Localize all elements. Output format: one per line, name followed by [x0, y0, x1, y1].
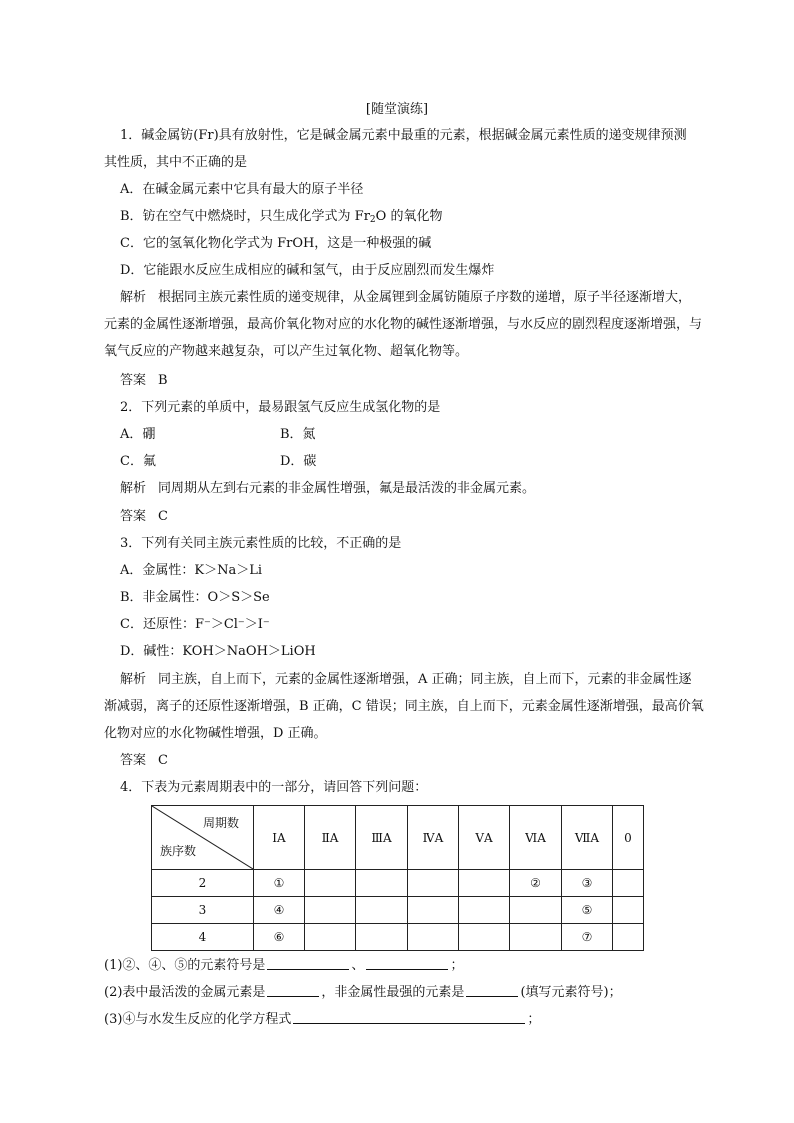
q2-stem: 2．下列元素的单质中，最易跟氢气反应生成氢化物的是 — [120, 400, 441, 415]
table-cell: ⑦ — [562, 924, 613, 951]
q1-analysis-line3: 氧气反应的产物越来越复杂，可以产生过氧化物、超氧化物等。 — [104, 344, 469, 359]
table-cell — [356, 924, 408, 951]
q4-sub2-mid: ，非金属性最强的元素是 — [321, 985, 465, 1000]
group-header: ⅤA — [459, 806, 510, 870]
period-cell: 2 — [152, 870, 254, 897]
group-header: ⅣA — [408, 806, 459, 870]
corner-label-period: 周期数 — [202, 816, 239, 830]
q4-sub2-text: (2)表中最活泼的金属元素是 — [104, 985, 266, 1000]
q2-answer — [120, 508, 168, 526]
table-cell — [459, 870, 510, 897]
q1-option-c: C．它的氢氧化物化学式为 FrOH，这是一种极强的碱 — [120, 236, 432, 251]
table-cell: ④ — [254, 897, 305, 924]
q3-answer-value: C — [158, 753, 168, 768]
q2-analysis — [120, 480, 535, 498]
q3-answer — [120, 752, 168, 770]
table-cell — [459, 897, 510, 924]
table-cell — [613, 897, 644, 924]
table-row — [152, 924, 644, 951]
table-row — [152, 897, 644, 924]
q3-stem: 3．下列有关同主族元素性质的比较，不正确的是 — [120, 536, 402, 551]
table-cell — [510, 924, 562, 951]
section-title: [随堂演练] — [365, 102, 429, 117]
table-cell: ① — [254, 870, 305, 897]
q1-option-a: A．在碱金属元素中它具有最大的原子半径 — [120, 182, 364, 197]
group-header: ⅢA — [356, 806, 408, 870]
table-cell — [305, 924, 356, 951]
q2-option-c: C．氟 — [120, 454, 156, 469]
q4-sub3-blank[interactable] — [293, 1011, 525, 1024]
q3-option-b: B．非金属性：O＞S＞Se — [120, 590, 270, 605]
q1-option-b-sub: 2 — [369, 215, 376, 225]
corner-label-group: 族序数 — [160, 844, 197, 858]
table-cell: ⑥ — [254, 924, 305, 951]
q4-sub1 — [104, 957, 463, 975]
table-cell: ② — [510, 870, 562, 897]
group-header: ⅡA — [305, 806, 356, 870]
table-cell — [305, 897, 356, 924]
q1-analysis-line2: 元素的金属性逐渐增强，最高价氧化物对应的水化物的碱性逐渐增强，与水反应的剧烈程度逐渐增强，与 — [104, 317, 703, 332]
q4-sub2-end: (填写元素符号)； — [520, 985, 622, 1000]
q1-option-b — [120, 208, 442, 229]
q3-option-d: D．碱性：KOH＞NaOH＞LiOH — [120, 644, 316, 659]
q1-answer-value: B — [158, 373, 168, 388]
q1-analysis-line1 — [120, 289, 691, 307]
q2-answer-value: C — [158, 509, 168, 524]
q1-answer-label: 答案 — [120, 373, 147, 388]
periodic-table-fragment — [151, 805, 644, 951]
table-cell: ⑤ — [562, 897, 613, 924]
q4-stem: 4．下表为元素周期表中的一部分，请回答下列问题： — [120, 780, 428, 795]
q2-answer-label: 答案 — [120, 509, 147, 524]
q3-analysis-text1: 同主族，自上而下，元素的金属性逐渐增强，A 正确；同主族，自上而下，元素的非金属性逐 — [158, 672, 692, 687]
q3-analysis-line1 — [120, 671, 692, 689]
q3-answer-label: 答案 — [120, 753, 147, 768]
q4-sub1-sep: 、 — [351, 958, 365, 973]
q2-option-a: A．硼 — [120, 427, 156, 442]
q4-sub1-text: (1)②、④、⑤的元素符号是 — [104, 958, 266, 973]
q4-sub2-blank1[interactable] — [267, 984, 319, 997]
q2-option-d: D．碳 — [280, 454, 317, 469]
table-header-row — [152, 806, 644, 870]
q1-option-b-post: O 的氧化物 — [375, 209, 443, 224]
q4-sub3-text: (3)④与水发生反应的化学方程式 — [104, 1012, 292, 1027]
q3-option-a: A．金属性：K＞Na＞Li — [120, 563, 263, 578]
q4-sub1-blank1[interactable] — [267, 957, 349, 970]
q1-analysis-text1: 根据同主族元素性质的递变规律，从金属锂到金属钫随原子序数的递增，原子半径逐渐增大， — [158, 290, 692, 305]
q4-sub1-end: ； — [450, 958, 464, 973]
group-header: ⅥA — [510, 806, 562, 870]
q4-sub3 — [104, 1011, 540, 1029]
q4-sub2-blank2[interactable] — [466, 984, 518, 997]
q1-analysis-label: 解析 — [120, 290, 147, 305]
table-cell: ③ — [562, 870, 613, 897]
q1-stem-line2: 其性质，其中不正确的是 — [104, 155, 248, 170]
q2-analysis-text: 同周期从左到右元素的非金属性增强，氟是最活泼的非金属元素。 — [158, 481, 536, 496]
table-cell — [356, 870, 408, 897]
q3-analysis-line3: 化物对应的水化物碱性增强，D 正确。 — [104, 726, 327, 741]
group-header: ⅠA — [254, 806, 305, 870]
q1-option-b-pre: B．钫在空气中燃烧时，只生成化学式为 Fr — [120, 209, 370, 224]
table-corner-cell — [152, 806, 254, 870]
table-cell — [305, 870, 356, 897]
table-row — [152, 870, 644, 897]
period-cell: 3 — [152, 897, 254, 924]
q3-option-c: C．还原性：F⁻＞Cl⁻＞I⁻ — [120, 617, 270, 632]
q3-analysis-line2: 渐减弱，离子的还原性逐渐增强，B 正确，C 错误；同主族，自上而下，元素金属性逐渐增强，最高价氧 — [104, 699, 704, 714]
table-cell — [408, 897, 459, 924]
q4-sub1-blank2[interactable] — [366, 957, 448, 970]
q2-option-b: B．氮 — [280, 427, 316, 442]
q3-analysis-label: 解析 — [120, 672, 147, 687]
q4-sub3-end: ； — [527, 1012, 541, 1027]
table-cell — [613, 924, 644, 951]
q1-stem-line1: 1．碱金属钫(Fr)具有放射性，它是碱金属元素中最重的元素，根据碱金属元素性质的递变规律预测 — [120, 128, 687, 143]
period-cell: 4 — [152, 924, 254, 951]
group-header: ⅦA — [562, 806, 613, 870]
table-cell — [408, 870, 459, 897]
q1-option-d: D．它能跟水反应生成相应的碱和氢气，由于反应剧烈而发生爆炸 — [120, 263, 495, 278]
table-cell — [510, 897, 562, 924]
group-header: 0 — [613, 806, 644, 870]
q2-analysis-label: 解析 — [120, 481, 147, 496]
table-cell — [356, 897, 408, 924]
table-cell — [459, 924, 510, 951]
table-cell — [408, 924, 459, 951]
q4-sub2 — [104, 984, 622, 1002]
table-cell — [613, 870, 644, 897]
q1-answer — [120, 372, 168, 390]
